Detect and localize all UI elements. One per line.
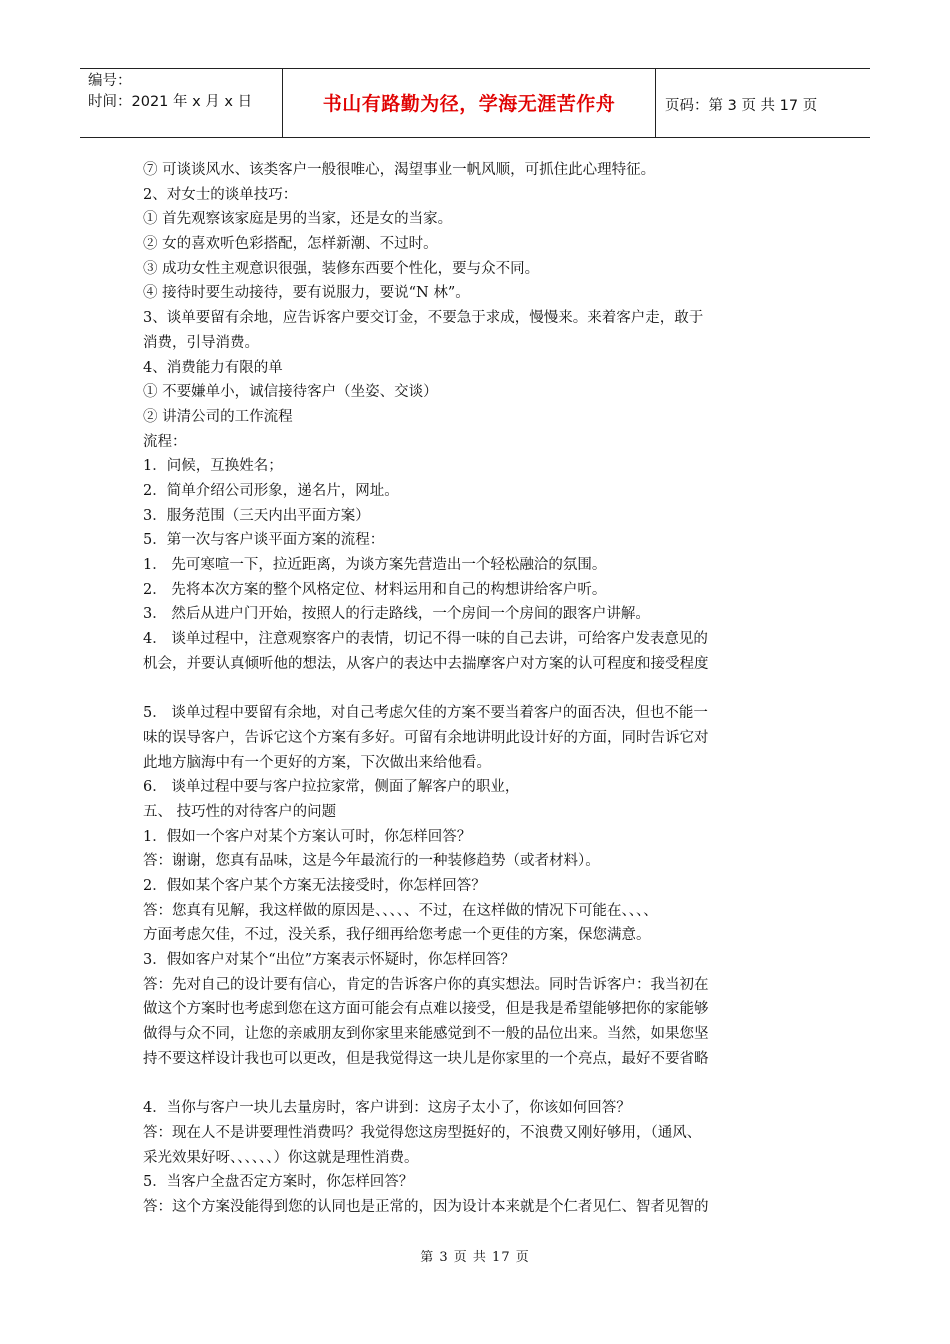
page-footer: 第 3 页 共 17 页 bbox=[420, 1250, 530, 1265]
body-line: 五、 技巧性的对待客户的问题 bbox=[143, 803, 337, 820]
body-line: ③ 成功女性主观意识很强，装修东西要个性化，要与众不同。 bbox=[143, 260, 540, 277]
body-line: 做得与众不同，让您的亲戚朋友到你家里来能感觉到不一般的品位出来。当然，如果您坚 bbox=[143, 1026, 709, 1043]
body-line: 消费，引导消费。 bbox=[143, 334, 259, 351]
body-line: 2． 先将本次方案的整个风格定位、材料运用和自己的构想讲给客户听。 bbox=[143, 581, 607, 598]
document-date: 时间：2021 年 x 月 x 日 bbox=[88, 94, 253, 110]
header-meta bbox=[88, 71, 284, 113]
header-page-info: 页码：第 3 页 共 17 页 bbox=[665, 98, 818, 114]
body-line: ① 首先观察该家庭是男的当家，还是女的当家。 bbox=[143, 211, 453, 228]
document-number-label: 编号： bbox=[88, 73, 132, 89]
body-line: 3．服务范围（三天内出平面方案） bbox=[143, 507, 370, 524]
body-line: 答：现在人不是讲要理性消费吗？我觉得您这房型挺好的，不浪费又刚好够用，（通风、 bbox=[143, 1124, 702, 1141]
body-line: 1．假如一个客户对某个方案认可时，你怎样回答？ bbox=[143, 828, 472, 845]
body-line: ④ 接待时要生动接待，要有说服力，要说“N 林”。 bbox=[143, 285, 470, 302]
body-line: 1．问候，互换姓名； bbox=[143, 458, 283, 475]
body-line: 2．简单介绍公司形象，递名片，网址。 bbox=[143, 482, 399, 499]
blank-line bbox=[143, 1071, 810, 1096]
body-line: 1． 先可寒喧一下，拉近距离，为谈方案先营造出一个轻松融洽的氛围。 bbox=[143, 557, 607, 573]
body-line: 味的误导客户，告诉它这个方案有多好。可留有余地讲明此设计好的方面，同时告诉它对 bbox=[143, 729, 709, 746]
body-line: 此地方脑海中有一个更好的方案，下次做出来给他看。 bbox=[143, 754, 491, 771]
body-line: 5．第一次与客户谈平面方案的流程： bbox=[143, 532, 385, 549]
page-header bbox=[80, 68, 870, 138]
body-line: 持不要这样设计我也可以更改，但是我觉得这一块儿是你家里的一个亮点，最好不要省略 bbox=[143, 1050, 709, 1067]
body-line: ⑦ 可谈谈风水、该类客户一般很唯心，渴望事业一帆风顺，可抓住此心理特征。 bbox=[143, 162, 656, 178]
body-line: ② 讲清公司的工作流程 bbox=[143, 408, 293, 425]
header-motto: 书山有路勤为径，学海无涯苦作舟 bbox=[322, 93, 616, 115]
blank-line bbox=[143, 676, 810, 701]
body-line: 答：您真有见解，我这样做的原因是、、、、、不过，在这样做的情况下可能在、、、、 bbox=[143, 902, 658, 919]
body-line: 5． 谈单过程中要留有余地，对自己考虑欠佳的方案不要当着客户的面否决，但也不能一 bbox=[143, 705, 708, 722]
document-body bbox=[143, 158, 810, 1220]
body-line: 方面考虑欠佳，不过，没关系，我仔细再给您考虑一个更佳的方案，保您满意。 bbox=[143, 927, 651, 944]
body-line: 4． 谈单过程中，注意观察客户的表情，切记不得一味的自己去讲，可给客户发表意见的 bbox=[143, 631, 708, 648]
body-line: 4．当你与客户一块儿去量房时，客户讲到：这房子太小了，你该如何回答？ bbox=[143, 1100, 631, 1117]
header-divider bbox=[655, 69, 656, 137]
body-line: ① 不要嫌单小，诚信接待客户（坐姿、交谈） bbox=[143, 384, 438, 401]
body-line: 做这个方案时也考虑到您在这方面可能会有点难以接受，但是我是希望能够把你的家能够 bbox=[143, 1001, 709, 1018]
body-line: 机会，并要认真倾听他的想法，从客户的表达中去揣摩客户对方案的认可程度和接受程度 bbox=[143, 655, 709, 672]
body-line: 3． 然后从进户门开始，按照人的行走路线，一个房间一个房间的跟客户讲解。 bbox=[143, 606, 650, 623]
body-line: 答：谢谢，您真有品味，这是今年最流行的一种装修趋势（或者材料）。 bbox=[143, 853, 600, 870]
body-line: 4、消费能力有限的单 bbox=[143, 359, 283, 376]
body-line: 答：这个方案没能得到您的认同也是正常的，因为设计本来就是个仁者见仁、智者见智的 bbox=[143, 1198, 709, 1215]
body-line: 6． 谈单过程中要与客户拉拉家常，侧面了解客户的职业， bbox=[143, 779, 520, 796]
body-line: 流程： bbox=[143, 433, 187, 450]
body-line: 3．假如客户对某个“出位”方案表示怀疑时，你怎样回答？ bbox=[143, 952, 516, 968]
body-line: 答：先对自己的设计要有信心，肯定的告诉客户你的真实想法。同时告诉客户：我当初在 bbox=[143, 976, 709, 993]
body-line: 3、谈单要留有余地，应告诉客户要交订金，不要急于求成，慢慢来。来着客户走，敢于 bbox=[143, 310, 704, 327]
body-line: 采光效果好呀、、、、、、）你这就是理性消费。 bbox=[143, 1149, 419, 1166]
body-line: 2．假如某个客户某个方案无法接受时，你怎样回答？ bbox=[143, 877, 486, 894]
body-line: ② 女的喜欢听色彩搭配，怎样新潮、不过时。 bbox=[143, 236, 438, 253]
body-line: 5．当客户全盘否定方案时，你怎样回答？ bbox=[143, 1174, 414, 1191]
body-line: 2、对女士的谈单技巧： bbox=[143, 186, 298, 203]
